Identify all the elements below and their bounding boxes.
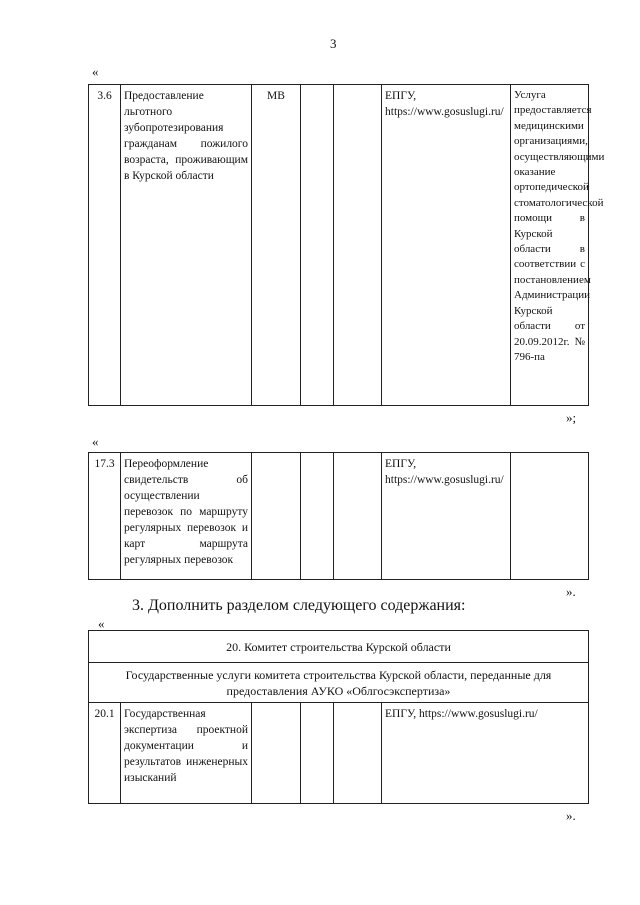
service-name: Переоформление свидетельств об осуществлении перевозок по маршруту регулярных перевозок и карт маршрута регулярных перевозок — [121, 453, 252, 580]
table-row — [89, 703, 589, 804]
empty-cell — [301, 85, 334, 406]
service-channel: ЕПГУ, https://www.gosuslugi.ru/ — [382, 453, 511, 580]
opening-quote-3: « — [98, 616, 105, 631]
empty-cell — [334, 453, 382, 580]
table-subtitle-row — [89, 663, 589, 703]
table-row — [89, 85, 589, 406]
empty-cell — [301, 703, 334, 804]
empty-cell — [301, 453, 334, 580]
row-number: 20.1 — [89, 703, 121, 804]
page-number: 3 — [330, 36, 337, 51]
section-heading: 3. Дополнить разделом следующего содержания: — [132, 597, 466, 614]
service-table-3 — [88, 630, 589, 804]
service-table-2 — [88, 452, 589, 580]
empty-cell — [334, 85, 382, 406]
opening-quote-1: « — [92, 64, 99, 79]
empty-cell — [252, 703, 301, 804]
service-code — [252, 453, 301, 580]
service-channel: ЕПГУ, https://www.gosuslugi.ru/ — [382, 703, 589, 804]
service-channel: ЕПГУ, https://www.gosuslugi.ru/ — [382, 85, 511, 406]
service-name: Предоставление льготного зубопротезирования гражданам пожилого возраста, проживающим в Курской области — [121, 85, 252, 406]
service-note — [511, 453, 589, 580]
closing-quote-3: ». — [566, 808, 576, 823]
table-title-row — [89, 631, 589, 663]
opening-quote-2: « — [92, 434, 99, 449]
closing-quote-1: »; — [566, 410, 577, 425]
table-row — [89, 453, 589, 580]
service-note: Услуга предоставляется медицинскими организациями, осуществляющими оказание ортопедической стоматологической помощи в Курской области в соответствии с постановлением Администрации Курской области от 20.09.2012г. № 796-па — [511, 85, 589, 406]
row-number: 17.3 — [89, 453, 121, 580]
committee-subtitle: Государственные услуги комитета строительства Курской области, переданные для предоставления АУКО «Облгосэкспертиза» — [89, 663, 589, 703]
service-code: МВ — [252, 85, 301, 406]
service-table-1 — [88, 84, 605, 406]
row-number: 3.6 — [89, 85, 121, 406]
committee-title: 20. Комитет строительства Курской области — [89, 631, 589, 663]
closing-quote-2: ». — [566, 584, 576, 599]
empty-cell — [334, 703, 382, 804]
service-name: Государственная экспертиза проектной документации и результатов инженерных изысканий — [121, 703, 252, 804]
